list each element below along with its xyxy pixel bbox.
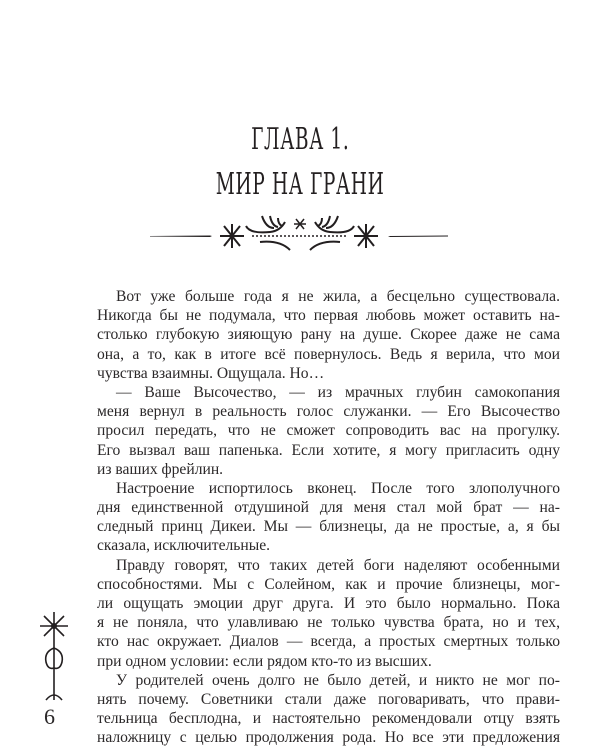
text-line: наложницу с целью продолжения рода. Но все эти предложения — [97, 729, 560, 747]
text-line: дня единственной отдушиной для меня стал мой брат — на- — [97, 499, 560, 517]
chapter-heading-text: ГЛАВА 1. — [250, 122, 350, 157]
text-line: Настроение испортилось вконец. После того злополучного — [116, 479, 560, 497]
text-line: тельница бесплодна, и настоятельно рекомендовали отцу взять — [97, 710, 560, 728]
text-line: Вот уже больше года я не жила, а бесцельно существовала. — [116, 288, 560, 305]
text-line: нять почему. Советники стали даже поговаривать, что прави- — [97, 690, 560, 708]
body-text — [97, 287, 560, 748]
text-line: Правду говорят, что таких детей боги наделяют особенными — [116, 556, 560, 574]
chapter-title — [0, 167, 600, 202]
chapter-title-text: МИР НА ГРАНИ — [215, 167, 385, 202]
text-line: — Ваше Высочество, — из мрачных глубин самокопания — [116, 383, 560, 401]
text-line: следный принц Дикеи. Мы — близнецы, да не простые, а, я бы — [97, 518, 560, 536]
text-line: Его вызвал ваш папенька. Если хотите, я могу пригласить одну — [97, 441, 560, 459]
page-number: 6 — [44, 704, 55, 729]
text-line: просил передать, что не сможет сопроводить вас на прогулку. — [97, 422, 560, 440]
floral-side-ornament-icon — [36, 612, 72, 704]
text-line: способностями. Мы с Солейном, как и прочие близнецы, мог- — [97, 575, 560, 593]
text-line: столько глубокую зияющую рану на душе. Скорее даже не сама — [97, 326, 560, 344]
text-line: чувства взаимны. Ощущала. Но… — [97, 364, 325, 382]
text-line: я не поняла, что улавливаю не только чувства брата, но и тех, — [97, 614, 560, 632]
text-line: сказала, исключительные. — [97, 537, 271, 555]
text-line: из ваших фрейлин. — [97, 460, 224, 478]
ornament-divider-icon — [150, 212, 450, 254]
text-line: кто нас окружает. Диалов — всегда, а простых смертных только — [97, 633, 560, 651]
text-line: ли ощущать эмоции друг друга. И это было нормально. Пока — [97, 595, 560, 612]
text-line: она, а то, как в итоге всё повернулось. Ведь я верила, что мои — [97, 345, 560, 363]
text-line: Никогда бы не подумала, что первая любовь может оставить на- — [97, 307, 560, 325]
chapter-heading — [0, 122, 600, 157]
text-line: У родителей очень долго не было детей, и никто не мог по- — [116, 671, 560, 689]
text-line: меня вернул в реальность голос служанки. — Его Высочество — [97, 403, 560, 421]
text-line: при одном условии: если рядом кто-то из высших. — [97, 652, 432, 670]
